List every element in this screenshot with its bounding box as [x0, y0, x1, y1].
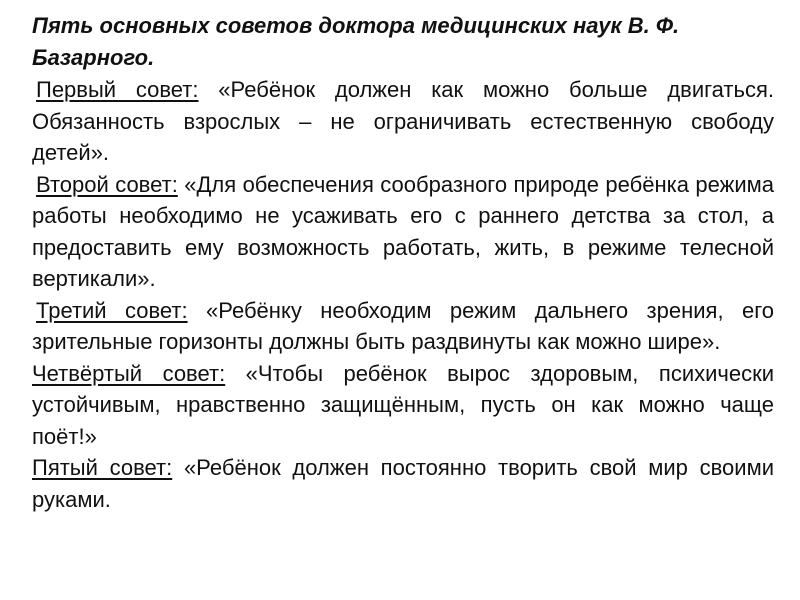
advice-fifth	[32, 452, 774, 515]
advice-fourth-text: «Чтобы ребёнок вырос здоровым, психически устойчивым, нравственно защищённым, пусть он как можно чаще поёт!»	[32, 360, 775, 449]
advice-first	[32, 74, 774, 169]
advice-first-label: Первый совет:	[36, 77, 199, 102]
advice-third	[32, 295, 774, 358]
slide-content	[32, 10, 774, 515]
advice-third-text: «Ребёнку необходим режим дальнего зрения, его зрительные горизонты должны быть раздвинуты как можно шире».	[32, 297, 774, 354]
advice-fifth-label: Пятый совет:	[32, 455, 173, 480]
advice-third-label: Третий совет:	[36, 297, 188, 323]
slide-title: Пять основных советов доктора медицинских наук В. Ф. Базарного.	[32, 13, 680, 70]
advice-second-text: «Для обеспечения сообразного природе ребёнка режима работы необходимо не усаживать его с раннего детства за стол, а предоставить ему возможность работать, жить, в режиме телесной вертикали».	[32, 171, 775, 291]
advice-fourth	[32, 358, 774, 453]
advice-fourth-label: Четвёртый совет:	[32, 360, 226, 386]
advice-second-label: Второй совет:	[36, 171, 178, 197]
advice-first-text: «Ребёнок должен как можно больше двигаться. Обязанность взрослых – не ограничивать естественную свободу детей».	[32, 77, 774, 165]
advice-second	[32, 169, 774, 295]
advice-fifth-text: «Ребёнок должен постоянно творить свой мир своими руками.	[32, 455, 774, 512]
